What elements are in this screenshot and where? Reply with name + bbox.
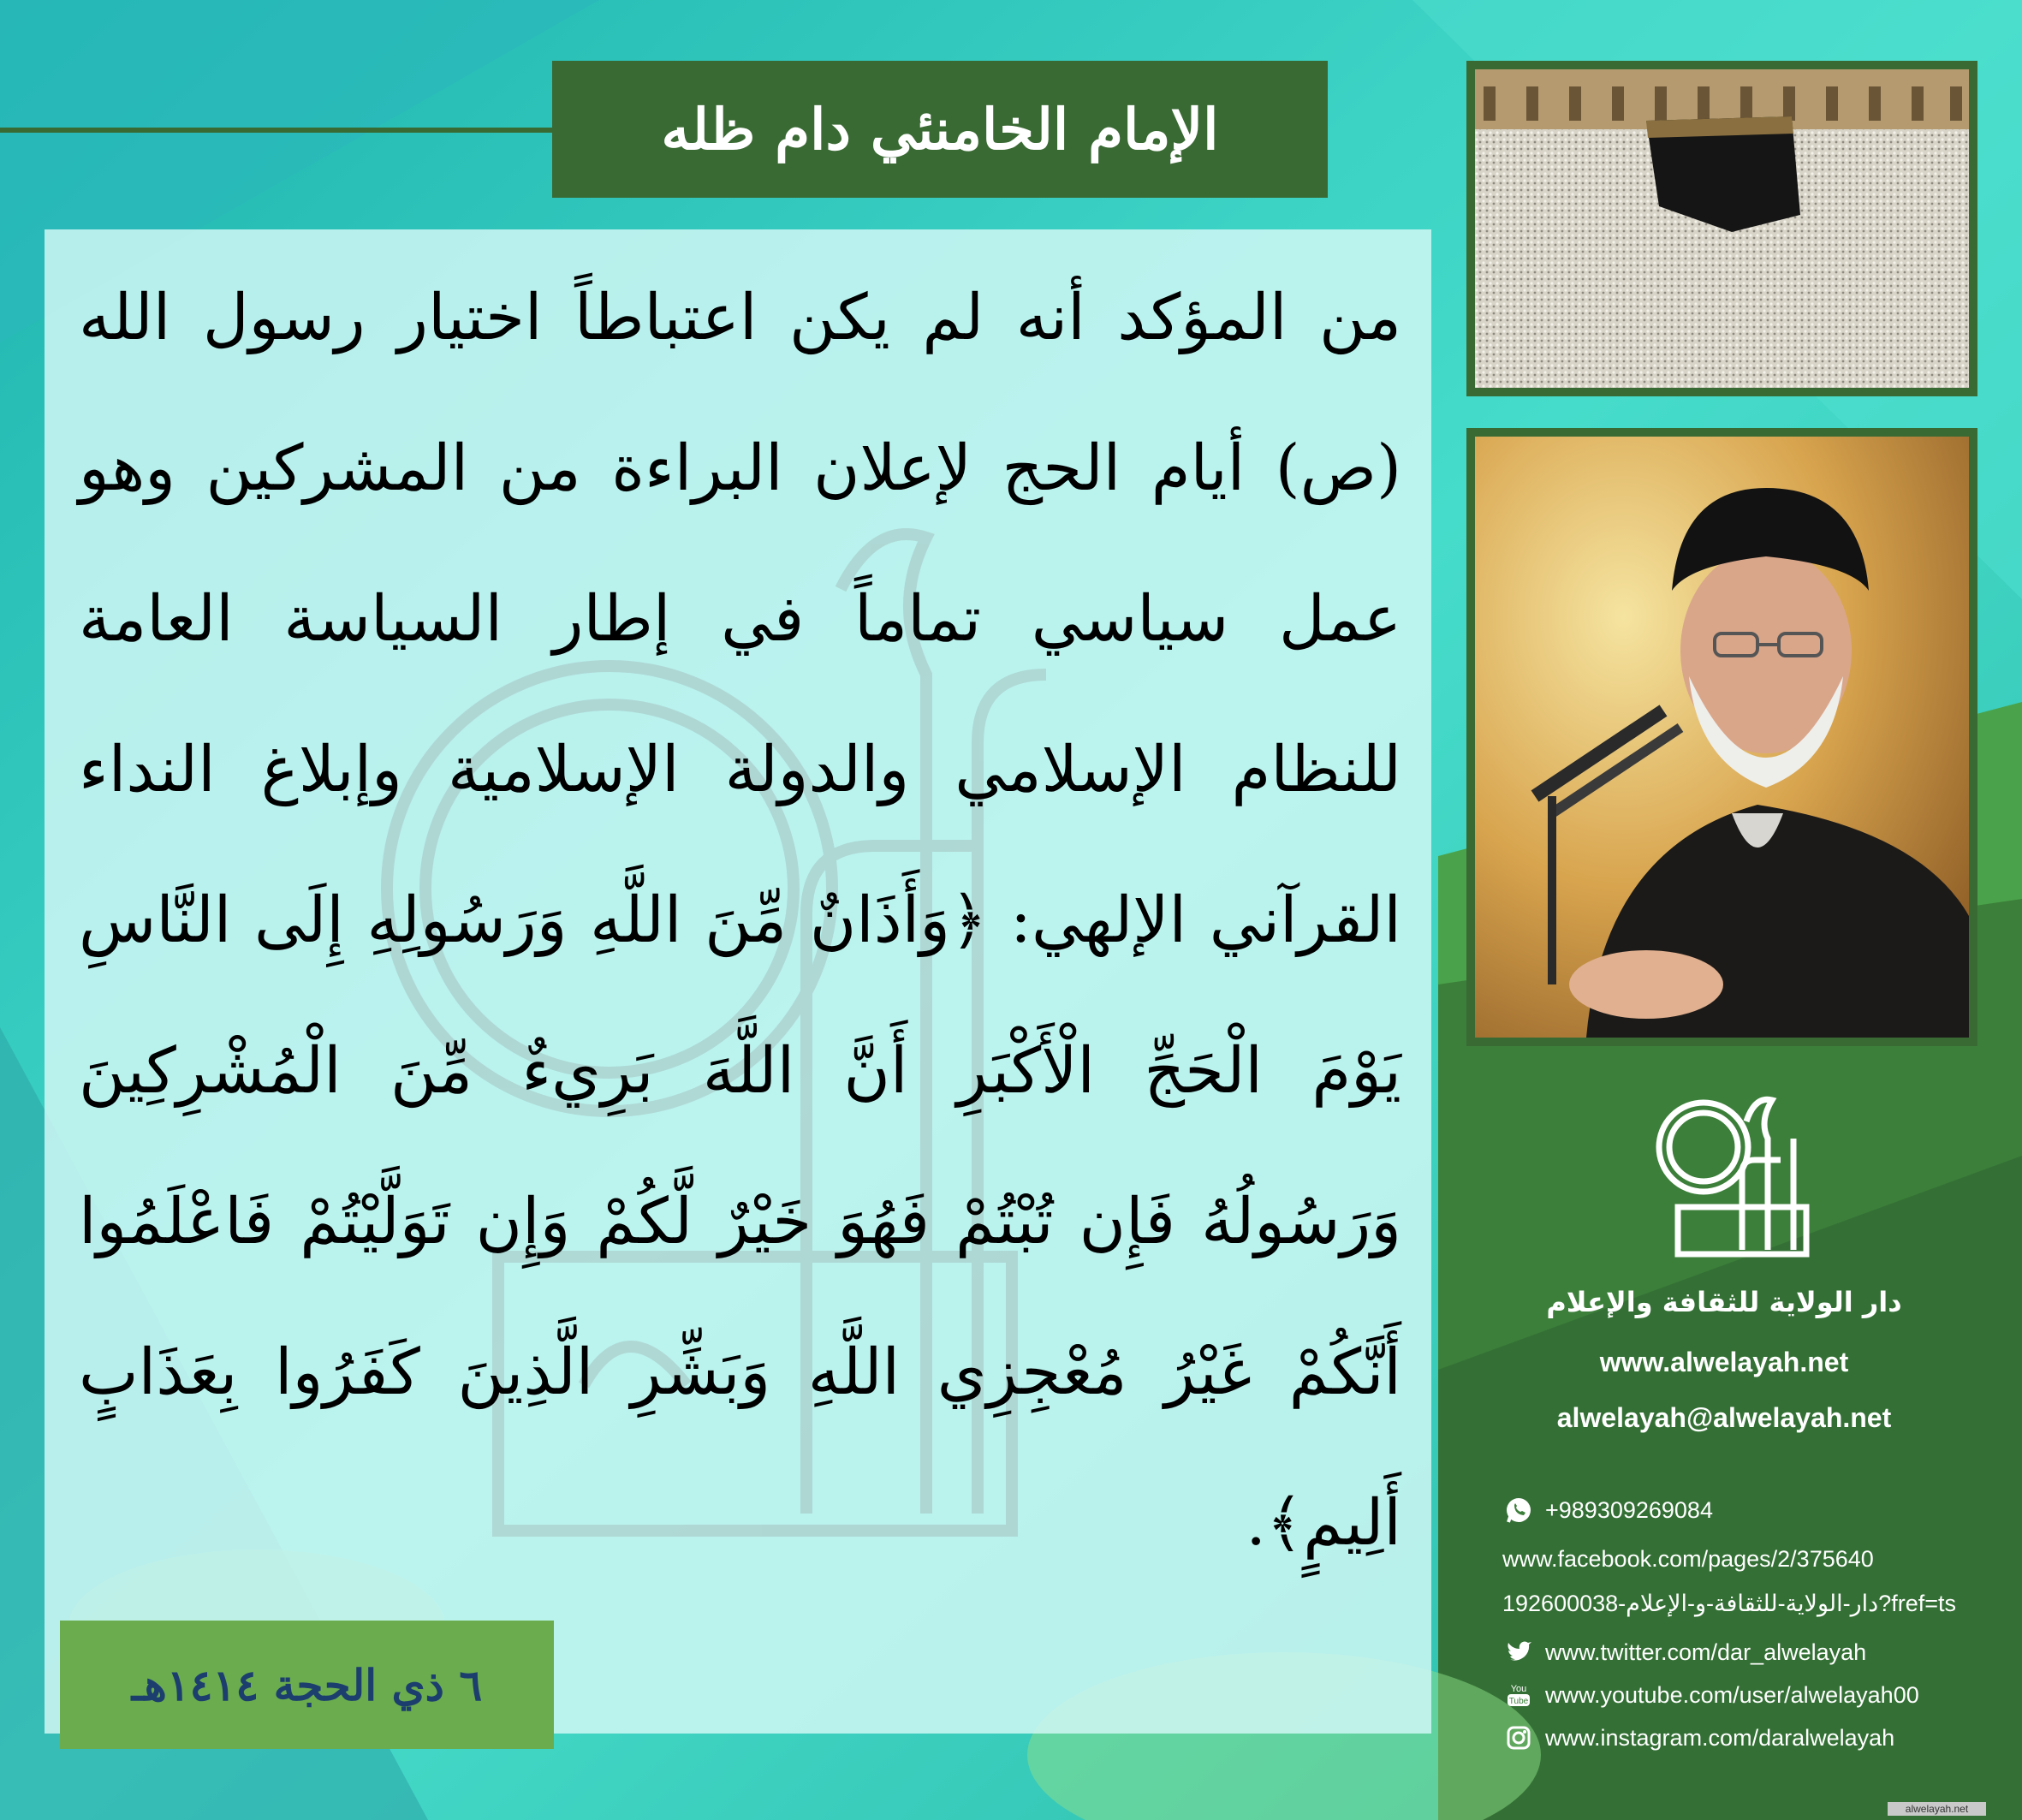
facebook-url-line2: 192600038-دار-الولاية-للثقافة-و-الإعلام?fref=ts — [1502, 1591, 1956, 1616]
quote-text: من المؤكد أنه لم يكن اعتباطاً اختيار رسول الله (ص) أيام الحج لإعلان البراءة من المشركين وهو عمل سياسي تماماً في إطار السياسة العامة للنظام الإسلامي والدولة الإسلامية وإبلاغ النداء القرآني الإلهي: ﴿وَأَذَانٌ مِّنَ اللَّهِ وَرَسُولِهِ إِلَى النَّاسِ يَوْمَ الْحَجِّ الْأَكْبَرِ أَنَّ اللَّهَ بَرِيءٌ مِّنَ الْمُشْرِكِينَ وَرَسُولُهُ فَإِن تُبْتُمْ فَهُوَ خَيْرٌ لَّكُمْ وَإِن تَوَلَّيْتُمْ فَاعْلَمُوا أَنَّكُمْ غَيْرُ مُعْجِزِي اللَّهِ وَبَشِّرِ الَّذِينَ كَفَرُوا بِعَذَابٍ أَلِيمٍ﴾. — [79, 281, 1401, 1560]
twitter-url: www.twitter.com/dar_alwelayah — [1545, 1639, 1867, 1665]
page-title — [552, 61, 1328, 198]
kaaba-photo — [1466, 61, 1977, 396]
youtube-url: www.youtube.com/user/alwelayah00 — [1545, 1682, 1919, 1708]
date-label — [60, 1621, 554, 1749]
contact-list — [1502, 1494, 1982, 1764]
twitter-icon — [1502, 1636, 1535, 1668]
youtube-contact[interactable] — [1502, 1679, 1982, 1711]
leader-portrait — [1466, 428, 1977, 1046]
kaaba-image — [1475, 69, 1969, 388]
svg-text:Tube: Tube — [1508, 1697, 1529, 1706]
date-text: ٦ ذي الحجة ١٤١٤هـ — [131, 1659, 483, 1710]
instagram-url: www.instagram.com/daralwelayah — [1545, 1725, 1895, 1751]
organization-logo-icon — [1644, 1087, 1815, 1267]
whatsapp-number: +989309269084 — [1545, 1497, 1713, 1523]
whatsapp-contact[interactable] — [1502, 1494, 1982, 1526]
title-underline — [0, 128, 556, 133]
whatsapp-icon — [1502, 1494, 1535, 1526]
title-text: الإمام الخامنئي دام ظله — [661, 96, 1219, 163]
svg-text:You: You — [1510, 1684, 1527, 1694]
organization-email[interactable]: alwelayah@alwelayah.net — [1556, 1402, 1892, 1433]
instagram-contact[interactable] — [1502, 1722, 1982, 1754]
facebook-url-line1: www.facebook.com/pages/2/375640 — [1502, 1546, 1874, 1572]
footer-stamp: alwelayah.net — [1888, 1802, 1986, 1816]
organization-name: دار الولاية للثقافة والإعلام — [1546, 1286, 1902, 1318]
facebook-contact[interactable] — [1502, 1537, 1982, 1626]
instagram-icon — [1502, 1722, 1535, 1754]
organization-website[interactable]: www.alwelayah.net — [1599, 1347, 1849, 1377]
quote-panel — [45, 229, 1431, 1734]
portrait-image — [1475, 437, 1969, 1038]
youtube-icon — [1502, 1679, 1535, 1711]
twitter-contact[interactable] — [1502, 1636, 1982, 1668]
